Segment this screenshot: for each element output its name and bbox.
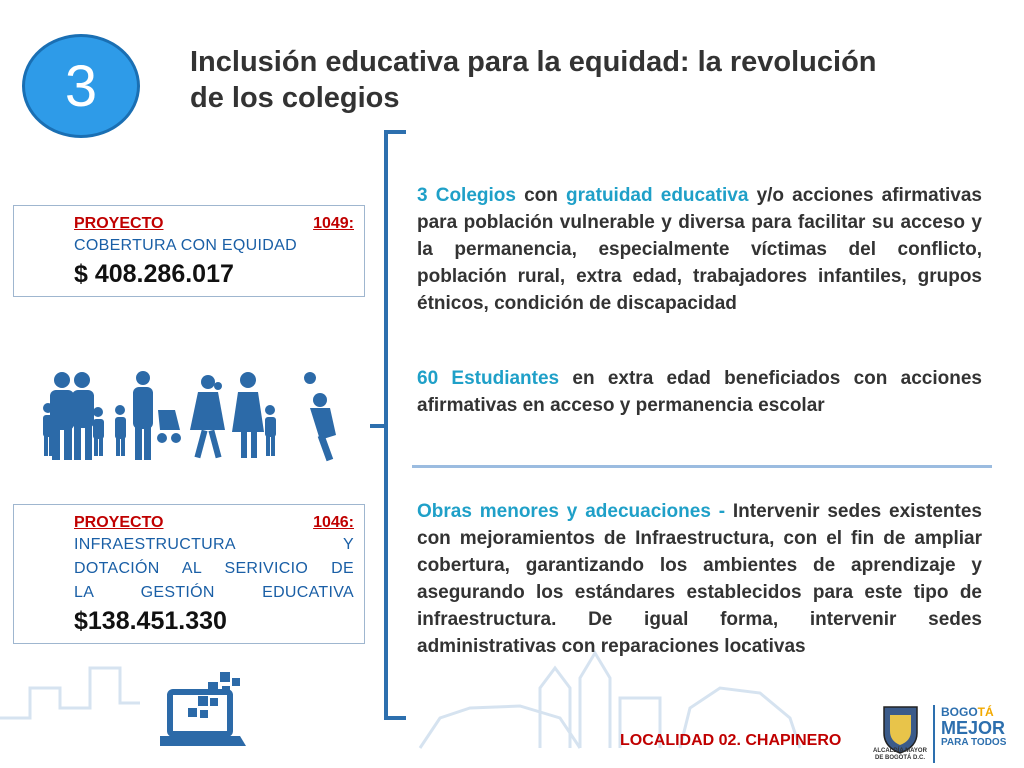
section-divider: [412, 465, 992, 468]
project-1049-description: COBERTURA CON EQUIDAD: [74, 237, 297, 254]
brand-middle: MEJOR: [941, 718, 1006, 738]
paragraph-estudiantes: 60 Estudiantes en extra edad beneficiados con acciones afirmativas en acceso y permanencia escolar: [417, 368, 982, 416]
footer-locality: LOCALIDAD 02. CHAPINERO: [620, 732, 842, 749]
project-1046-amount: $138.451.330: [74, 607, 227, 635]
project-1046-description-line: DOTACIÓN AL SERIVICIO DE: [74, 560, 354, 577]
bogota-mejor-logo: [933, 705, 1024, 763]
section-number-badge: 3: [22, 34, 140, 138]
laptop-data-icon: [160, 670, 250, 750]
paragraph-colegios: 3 Colegios con gratuidad educativa y/o acciones afirmativas para población vulnerable y diversa para facilitar su acceso y la permanencia, especialmente víctimas del conflicto, población rural, extra edad, trabajadores infantiles, grupos étnicos, condición de discapacidad: [417, 185, 982, 314]
brand-bottom: PARA TODOS: [941, 737, 1007, 748]
project-1046-box: [13, 504, 365, 644]
project-1049-amount: $ 408.286.017: [74, 260, 234, 288]
project-1046-title: PROYECTO 1046:: [74, 514, 354, 531]
paragraph-obras: Obras menores y adecuaciones - Intervenir sedes existentes con mejoramientos de Infraestructura, con el fin de ampliar cobertura, garantizando los ambientes de aprendizaje y asegurando los estándares establecidos para este tipo de infraestructura. De igual forma, intervenir sedes administrativas con reparaciones locativas: [417, 501, 982, 657]
project-1049-box: [13, 205, 365, 297]
project-1046-description-line: LA GESTIÓN EDUCATIVA: [74, 584, 354, 601]
seal-caption: ALCALDÍA MAYOR DE BOGOTÁ D.C.: [873, 748, 927, 761]
bracket-tick: [370, 424, 388, 428]
project-1049-title: PROYECTO 1049:: [74, 215, 354, 232]
slide-title: Inclusión educativa para la equidad: la revolución de los colegios: [190, 46, 877, 114]
brand-top: BOGOTÁ: [941, 705, 994, 719]
family-icon: [40, 370, 355, 465]
project-1046-description-line: INFRAESTRUCTURA Y: [74, 536, 354, 553]
